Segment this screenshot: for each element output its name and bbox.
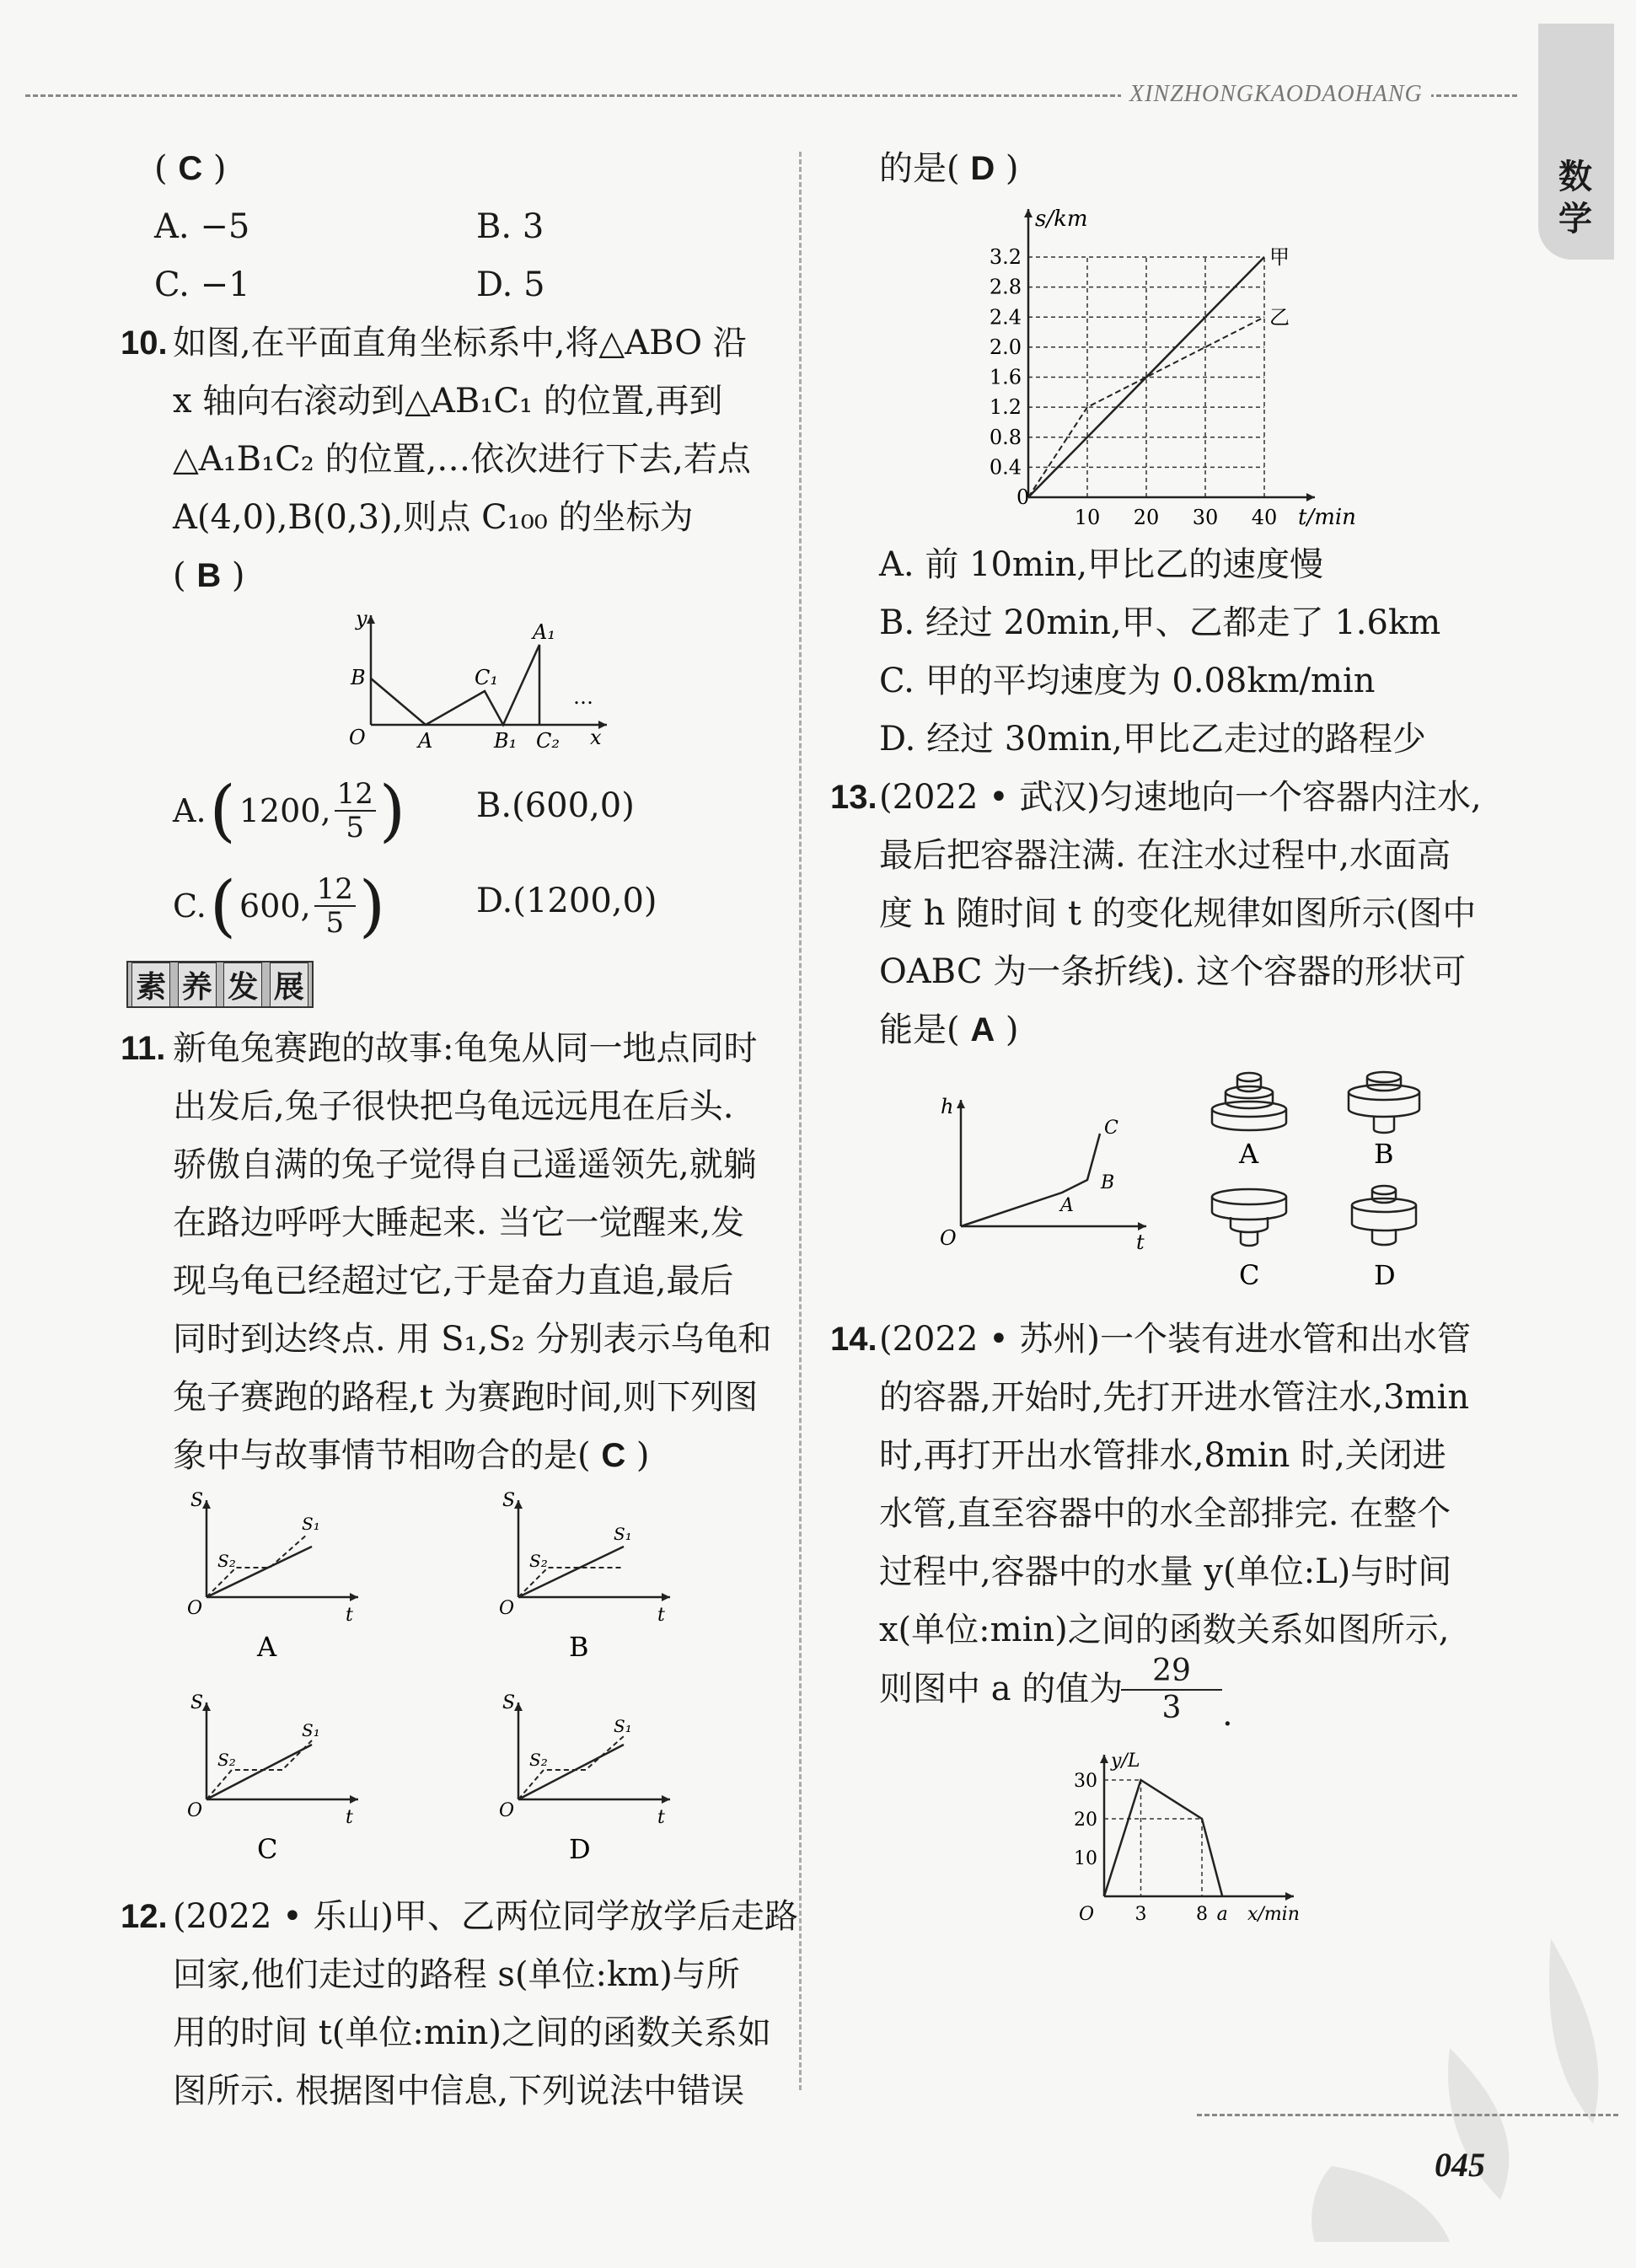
q14-ytick-label: 20 [1074,1810,1097,1831]
subject-tab-char-2: 学 [1558,200,1592,239]
svg-text:t: t [1136,1231,1145,1254]
svg-text:S: S [190,1692,204,1713]
running-title: XINZHONGKAODAOHANG [1121,81,1431,108]
q10-option-a: A. ( 1200 , 12 5 ) [173,771,406,850]
q10-label-o: O [349,726,366,749]
badge-char-2: 养 [178,962,217,1007]
decorative-splash [1281,1922,1618,2242]
badge-char-1: 素 [131,962,170,1007]
q14-chart-lines [1104,1780,1222,1896]
q14-line-1: (2022 • 苏州)一个装有进水管和出水管 [879,1320,1472,1359]
q14-line-3: 时,再打开出水管排水,8min 时,关闭进 [879,1436,1446,1475]
q12-chart [969,202,1365,531]
q14-y-arrow [1100,1755,1108,1763]
q10-option-c: C. ( 600 , 12 5 ) [173,866,386,945]
badge-char-3: 发 [223,962,262,1007]
q10-label-b1: B₁ [494,729,518,750]
q9-option-c: C. −1 [154,265,250,304]
q12-xtick-label: 20 [1133,506,1160,529]
q11-graph-b-label: B [569,1631,589,1663]
svg-text:O: O [499,1598,515,1619]
q14-chart-text [1074,1751,1300,1925]
q12-y-arrow [1024,209,1033,217]
q10-option-d: D.(1200,0) [476,882,657,920]
svg-text:S₁: S₁ [302,1720,320,1740]
svg-text:t: t [346,1807,353,1828]
q14-line-2: 的容器,开始时,先打开进水管注水,3min [879,1378,1470,1417]
q11-line-8: 象中与故事情节相吻合的是( C ) [173,1436,650,1475]
q13-line-5: 能是( A ) [879,1011,1019,1049]
q12-ytick-label: 2.8 [989,275,1022,299]
column-separator [799,152,802,2090]
q12-cont-line: 的是( D ) [879,149,1019,188]
q13-graph [936,1083,1163,1260]
q14-ytick-label: 10 [1074,1848,1097,1869]
q12-origin: 0 [1016,485,1030,509]
q12-option-d: D. 经过 30min,甲比乙走过的路程少 [879,720,1426,759]
q14-xtick-label: a [1216,1904,1228,1925]
q10-label-x: x [590,726,602,749]
q14-answer-fraction [1121,1654,1222,1726]
q12-ytick-label: 0.4 [989,455,1022,480]
q12-xlabel: t/min [1298,505,1356,530]
q13-number: 13. [830,779,877,816]
svg-text:O: O [499,1800,515,1821]
q13-line-2: 最后把容器注满. 在注水过程中,水面高 [879,836,1451,875]
q12-ytick-label: 2.0 [989,335,1022,359]
svg-text:t: t [346,1605,353,1626]
page-number: 045 [1435,2146,1485,2184]
q12-ytick-label: 1.2 [989,395,1022,420]
svg-text:t: t [657,1605,665,1626]
svg-text:S₂: S₂ [529,1551,548,1571]
q12-line-4: 图所示. 根据图中信息,下列说法中错误 [173,2072,745,2110]
q11-graph-b [489,1488,683,1665]
q12-ylabel: s/km [1035,206,1088,232]
q9-answer: ( C ) [154,149,227,188]
q12-xtick-label: 30 [1192,506,1219,529]
svg-text:S₁: S₁ [302,1514,320,1534]
q12-xtick-label: 10 [1074,506,1101,529]
q12-x-arrow [1306,493,1315,501]
container-a [1212,1073,1286,1130]
svg-text:C: C [1104,1118,1118,1139]
footer-dashed-rule [1197,2114,1618,2116]
q10-figure [337,607,615,750]
section-badge [126,961,314,1008]
q11-line-5: 现乌龟已经超过它,于是奋力直追,最后 [173,1262,734,1300]
q12-ytick-label: 1.6 [989,365,1022,389]
q14-chart [1058,1745,1336,1930]
container-b-label: B [1374,1138,1394,1170]
q14-line-5: 过程中,容器中的水量 y(单位:L)与时间 [879,1552,1452,1591]
q12-ytick-label: 0.8 [989,425,1022,449]
q10-triangles [371,645,539,725]
q9-option-b: B. 3 [476,207,544,246]
q10-line-1: 如图,在平面直角坐标系中,将△ABO 沿 [173,324,747,362]
q12-xtick-label: 40 [1251,506,1278,529]
q13-polyline [961,1134,1100,1226]
q14-line-6: x(单位:min)之间的函数关系如图所示, [879,1611,1450,1649]
container-b [1349,1072,1419,1133]
q11-line-3: 骄傲自满的兔子觉得自己遥遥领先,就躺 [173,1145,757,1184]
q14-series-line [1104,1780,1222,1896]
q14-ytick-label: 30 [1074,1771,1097,1792]
q14-x-arrow [1285,1892,1294,1901]
q10-label-c1: C₁ [475,666,498,689]
q12-number: 12. [121,1898,168,1935]
svg-text:h: h [941,1095,954,1118]
q13-line-3: 度 h 随时间 t 的变化规律如图所示(图中 [879,894,1477,933]
q13-containers [1197,1064,1441,1291]
q14-answer-denominator: 3 [1121,1689,1222,1726]
container-d-label: D [1374,1259,1396,1291]
q11-line-2: 出发后,兔子很快把乌龟远远甩在后头. [173,1087,734,1126]
svg-text:S₂: S₂ [217,1551,236,1571]
subject-tab [1538,24,1614,260]
q14-ylabel: y/L [1111,1751,1140,1772]
subject-tab-char-1: 数 [1558,158,1592,196]
q11-graph-c [177,1690,371,1867]
svg-text:t: t [657,1807,665,1828]
q12-line-3: 用的时间 t(单位:min)之间的函数关系如 [173,2013,771,2052]
container-c-label: C [1239,1259,1260,1291]
q12-ytick-label: 3.2 [989,245,1022,269]
q10-number: 10. [121,324,168,362]
container-a-label: A [1239,1138,1259,1170]
q10-answer: ( B ) [173,556,245,595]
q10-line-4: A(4,0),B(0,3),则点 C₁₀₀ 的坐标为 [173,498,694,537]
q11-line-4: 在路边呼呼大睡起来. 当它一觉醒来,发 [173,1204,745,1242]
q10-line-2: x 轴向右滚动到△AB₁C₁ 的位置,再到 [173,382,723,421]
svg-text:S: S [502,1692,516,1713]
svg-text:S: S [190,1490,204,1511]
svg-text:S₂: S₂ [217,1750,236,1770]
q10-label-dots: … [573,685,593,709]
q14-origin: O [1079,1904,1095,1925]
svg-text:B: B [1101,1172,1115,1193]
q12-line-1: (2022 • 乐山)甲、乙两位同学放学后走路 [173,1897,799,1936]
q12-option-c: C. 甲的平均速度为 0.08km/min [879,662,1376,700]
q13-line-1: (2022 • 武汉)匀速地向一个容器内注水, [879,778,1482,817]
q11-graph-d [489,1690,683,1867]
q11-graph-a-label: A [257,1631,277,1663]
q14-xtick-label: 3 [1134,1904,1147,1925]
q10-label-y: y [356,607,367,630]
container-c [1212,1189,1286,1246]
q10-label-c2: C₂ [536,729,560,750]
q12-ytick-label: 2.4 [989,305,1022,330]
svg-text:O: O [187,1800,203,1821]
q10-label-b: B [351,666,366,689]
q14-answer-numerator: 29 [1152,1654,1191,1688]
q11-line-7: 兔子赛跑的路程,t 为赛跑时间,则下列图 [173,1378,759,1417]
q14-end-mark: . [1222,1695,1233,1734]
svg-text:S₁: S₁ [614,1716,632,1736]
q14-xtick-label: 8 [1196,1904,1208,1925]
q14-line-4: 水管,直至容器中的水全部排完. 在整个 [879,1494,1451,1533]
svg-text:S₂: S₂ [529,1750,548,1770]
q11-number: 11. [121,1030,166,1067]
q11-line-1: 新龟兔赛跑的故事:龟兔从同一地点同时 [173,1029,758,1068]
svg-text:O: O [940,1226,957,1250]
container-d [1352,1186,1416,1245]
q11-graph-a [177,1488,371,1665]
q13-line-4: OABC 为一条折线). 这个容器的形状可 [879,952,1467,991]
svg-text:A: A [1060,1195,1074,1216]
svg-text:O: O [187,1598,203,1619]
q11-graph-d-label: D [569,1833,591,1865]
q12-series-label: 乙 [1269,305,1290,330]
q14-xlabel: x/min [1247,1904,1300,1925]
q14-chart-grid [1100,1755,1294,1901]
q10-label-a: A [418,729,433,750]
q12-option-a: A. 前 10min,甲比乙的速度慢 [879,545,1324,584]
svg-text:S: S [502,1490,516,1511]
q10-label-a1: A₁ [533,620,555,644]
q9-option-a: A. −5 [154,207,250,246]
q12-series-label: 甲 [1269,245,1290,269]
badge-char-4: 展 [270,962,308,1007]
q11-graph-c-label: C [257,1833,278,1865]
svg-text:S₁: S₁ [614,1524,632,1544]
q10-option-b: B.(600,0) [476,786,635,825]
q14-number: 14. [830,1321,877,1358]
q10-line-3: △A₁B₁C₂ 的位置,…依次进行下去,若点 [173,440,751,479]
q14-line-7: 则图中 a 的值为 [879,1670,1124,1708]
q12-line-2: 回家,他们走过的路程 s(单位:km)与所 [173,1955,740,1994]
q12-option-b: B. 经过 20min,甲、乙都走了 1.6km [879,603,1441,642]
q9-option-d: D. 5 [476,265,545,304]
q10-y-arrow [367,615,375,624]
q11-line-6: 同时到达终点. 用 S₁,S₂ 分别表示乌龟和 [173,1320,772,1359]
